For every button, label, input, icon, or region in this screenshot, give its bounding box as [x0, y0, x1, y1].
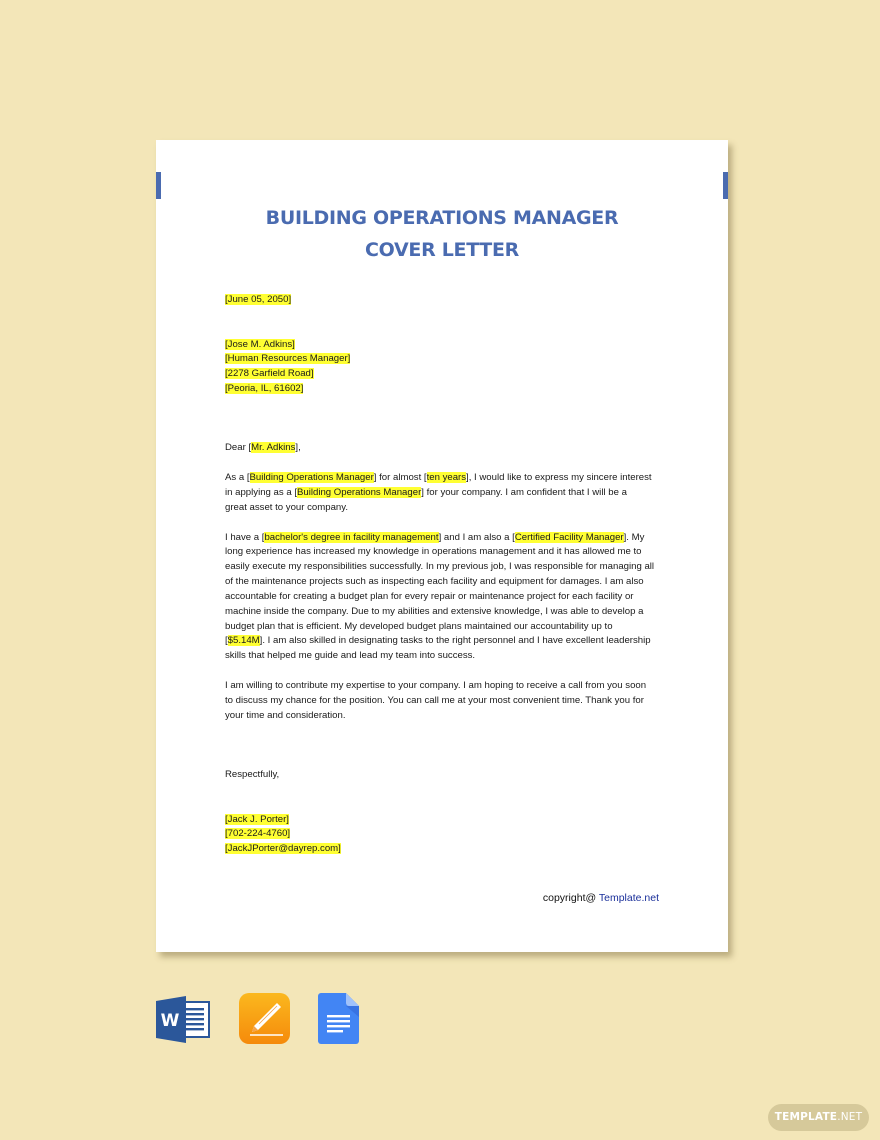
salutation-name: Mr. Adkins — [251, 442, 296, 454]
copyright-notice: copyright@ Template.net — [542, 892, 659, 904]
template-net-badge[interactable]: TEMPLATE.NET — [768, 1104, 869, 1131]
google-docs-icon[interactable] — [318, 993, 359, 1044]
closing: Respectfully, — [225, 769, 280, 780]
right-accent-bar — [723, 172, 728, 199]
placeholder-years: ten years — [426, 472, 467, 484]
svg-text:W: W — [160, 1011, 180, 1031]
recipient-name: [Jose M. Adkins] — [225, 338, 295, 350]
document-title — [156, 202, 728, 266]
copyright-brand-link[interactable]: Template.net — [598, 892, 659, 904]
recipient-position: [Human Resources Manager] — [225, 353, 351, 365]
placeholder-amount: $5.14M — [227, 635, 260, 647]
salutation: Dear [Mr. Adkins], — [225, 442, 301, 454]
left-accent-bar — [156, 172, 161, 199]
sender-email: [JackJPorter@dayrep.com] — [225, 843, 341, 855]
sender-name: [Jack J. Porter] — [225, 813, 289, 825]
sender-block — [225, 813, 665, 858]
paragraph-2: I have a [bachelor's degree in facility management] and I am also a [Certified Facility Manager]. My long experience has increased my knowledge in operations management and it has allowed me to easily execute my responsibilities successfully. In my previous job, I was responsible for managing all of the maintenance projects such as inspecting each facility and equipment for damages. I am also accountable for creating a budget plan for every repair or maintenance project for each facility or machine inside the company. Due to my abilities and extensive knowledge, I was able to develop a budget plan that is efficient. My developed budget plans maintained our accountability up to [$5.14M]. I am also skilled in designating tasks to the right personnel and I have excellent leadership skills that helped me guide and lead my team into success. — [225, 531, 655, 662]
sender-phone: [702-224-4760] — [225, 828, 291, 840]
letter-body — [225, 293, 665, 857]
recipient-city: [Peoria, IL, 61602] — [225, 383, 304, 395]
recipient-street: [2278 Garfield Road] — [225, 368, 314, 380]
microsoft-word-icon[interactable] — [156, 996, 211, 1043]
cover-letter-page — [156, 140, 728, 952]
placeholder-job-title: Building Operations Manager — [297, 486, 422, 498]
placeholder-job-title: Building Operations Manager — [249, 472, 374, 484]
title-line-1: BUILDING OPERATIONS MANAGER — [265, 207, 619, 229]
recipient-block — [225, 338, 665, 397]
apple-pages-icon[interactable] — [239, 993, 290, 1044]
title-line-2: COVER LETTER — [365, 239, 519, 261]
paragraph-3: I am willing to contribute my expertise to your company. I am hoping to receive a call from you soon to discuss my chance for the position. You can call me at your most convenient time. Thank you for your time and consideration. — [225, 679, 647, 721]
placeholder-degree: bachelor's degree in facility management — [264, 531, 439, 543]
paragraph-1: As a [Building Operations Manager] for almost [ten years], I would like to express my sincere interest in applying as a [Building Operations Manager] for your company. I am confident that I will be a great asset to your company. — [225, 472, 652, 513]
date: [June 05, 2050] — [225, 294, 292, 305]
placeholder-certification: Certified Facility Manager — [514, 531, 624, 543]
